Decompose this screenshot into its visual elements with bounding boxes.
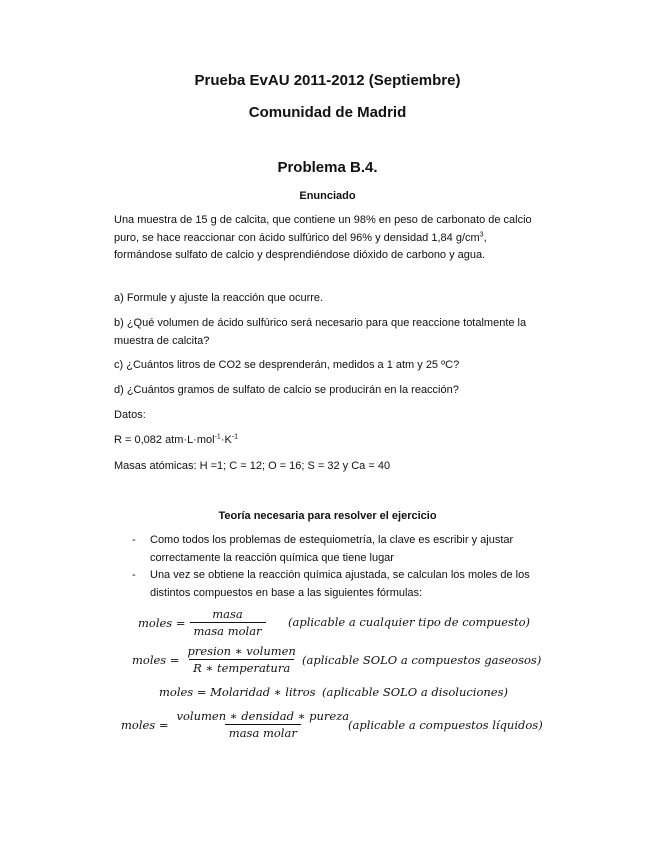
formula-mass-note: (aplicable a cualquier tipo de compuesto) [288, 615, 530, 629]
fraction-denominator: R ∗ temperatura [189, 659, 294, 675]
problem-statement [114, 212, 544, 265]
statement-text-2: , formándose sulfato de calcio y desprendiéndose dióxido de carbono y agua. [114, 231, 487, 261]
formula-gas-note: (aplicable SOLO a compuestos gaseosos) [302, 653, 542, 667]
formula-lhs: moles = [121, 717, 169, 732]
formula-lhs: moles = [138, 615, 186, 630]
statement-text-1: Una muestra de 15 g de calcita, que contiene un 98% en peso de carbonato de calcio puro, se hace reaccionar con ácido sulfúrico del 96% y densidad 1,84 g/cm [114, 214, 532, 244]
formula-mass [138, 607, 270, 638]
exam-title: Prueba EvAU 2011-2012 (Septiembre) [194, 72, 461, 89]
formula-liquid [121, 709, 357, 740]
fraction [173, 709, 354, 740]
theory-bullet-list [126, 532, 546, 602]
question-a: a) Formule y ajuste la reacción que ocurre. [114, 292, 324, 304]
gas-constant [114, 432, 544, 450]
gas-constant-middle: ·K [220, 434, 232, 446]
theory-bullet [126, 532, 546, 567]
fraction-denominator: masa molar [190, 622, 266, 638]
formula-liquid-note: (aplicable a compuestos líquidos) [348, 718, 543, 732]
theory-bullet-text: Como todos los problemas de estequiometría, la clave es escribir y ajustar correctamente la reacción química que tiene lugar [150, 534, 514, 564]
fraction-denominator: masa molar [225, 724, 301, 740]
gas-constant-sup2: -1 [231, 433, 239, 441]
gas-constant-prefix: R = 0,082 atm·L·mol [114, 434, 215, 446]
fraction-numerator: masa [212, 607, 243, 621]
bullet-marker: - [132, 569, 136, 581]
fraction [184, 644, 300, 675]
bullet-marker: - [132, 534, 136, 546]
problem-title: Problema B.4. [277, 159, 378, 176]
atomic-masses: Masas atómicas: H =1; C = 12; O = 16; S = 32 y Ca = 40 [114, 460, 391, 472]
statement-heading: Enunciado [299, 190, 356, 202]
formula-lhs: moles = [132, 652, 180, 667]
statement-superscript: 3 [479, 230, 484, 238]
question-d: d) ¿Cuántos gramos de sulfato de calcio se producirán en la reacción? [114, 384, 459, 396]
fraction-numerator: volumen ∗ densidad ∗ pureza [176, 709, 350, 723]
fraction-numerator: presion ∗ volumen [187, 644, 296, 658]
fraction [190, 607, 266, 638]
theory-bullet [126, 567, 546, 602]
formula-gas [132, 644, 304, 675]
theory-bullet-text: Una vez se obtiene la reacción química ajustada, se calculan los moles de los distintos compuestos en base a las siguientes fórmulas: [150, 569, 530, 599]
question-b: b) ¿Qué volumen de ácido sulfúrico será necesario para que reaccione totalmente la muestra de calcita? [114, 317, 527, 347]
formula-molarity-note: (aplicable SOLO a disoluciones) [322, 685, 508, 699]
data-label: Datos: [114, 409, 146, 421]
gas-constant-sup1: -1 [214, 433, 221, 441]
region-title: Comunidad de Madrid [248, 104, 407, 121]
question-c: c) ¿Cuántos litros de CO2 se desprenderán, medidos a 1 atm y 25 ºC? [114, 359, 460, 371]
theory-heading: Teoría necesaria para resolver el ejercicio [218, 510, 437, 522]
formula-molarity: moles = Molaridad ∗ litros [159, 685, 316, 699]
